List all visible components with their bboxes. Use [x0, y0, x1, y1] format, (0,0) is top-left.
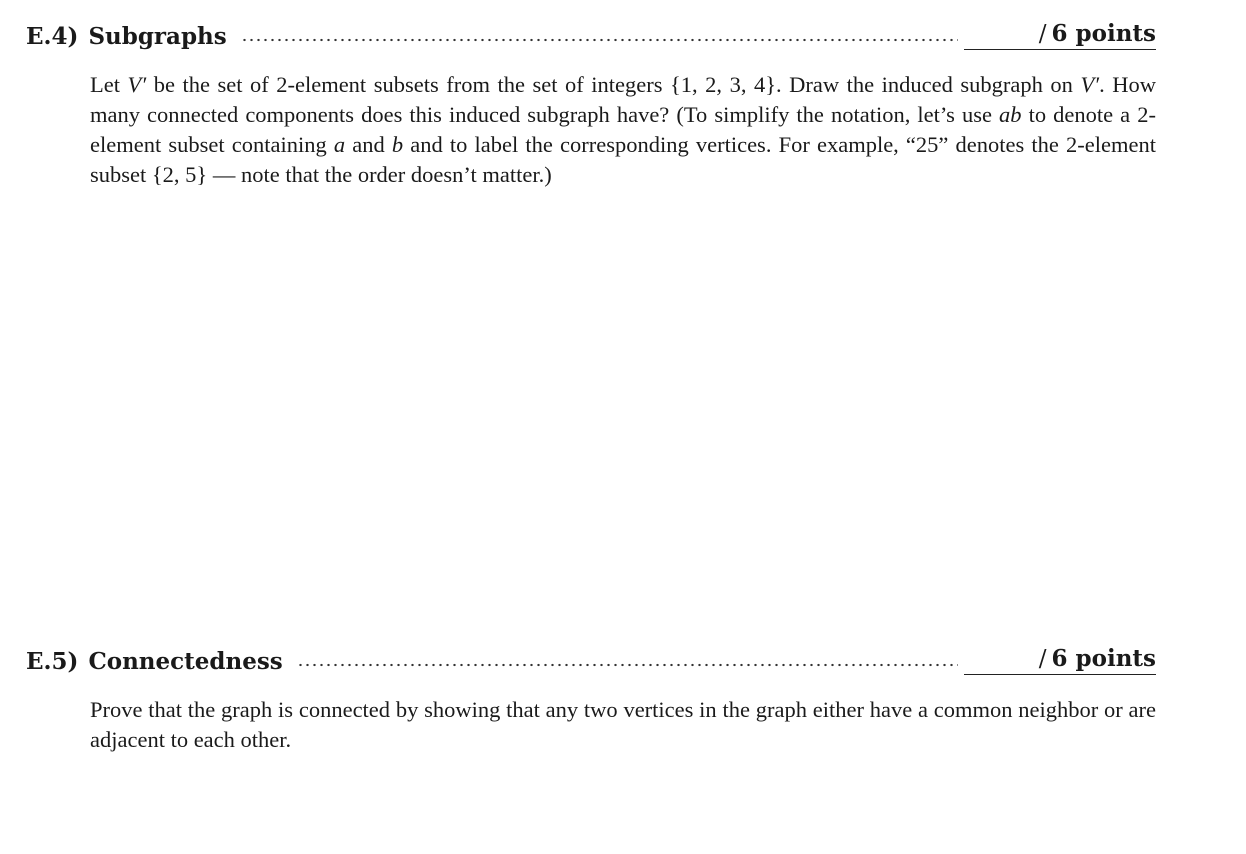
text-run: and to label the corresponding vertices. For example, “25” denotes the 2-element subset {2, 5} — note that the order doesn’t matter.) — [90, 132, 1156, 187]
problem-title: Connectedness — [88, 648, 283, 675]
text-run: to denote a 2-element subset containing — [90, 102, 1156, 157]
math-run: ab — [999, 102, 1022, 127]
problem-text — [90, 70, 1156, 190]
math-run: V′ — [1080, 72, 1100, 97]
text-run: and — [345, 132, 392, 157]
math-run: b — [391, 132, 404, 157]
points-box — [964, 20, 1156, 50]
problem-text — [90, 695, 1156, 755]
math-run: V′ — [127, 72, 147, 97]
problem-header — [26, 18, 1156, 50]
math-run: a — [333, 132, 346, 157]
text-run: Prove that the graph is connected by showing that any two vertices in the graph either have a common neighbor or are adjacent to each other. — [90, 697, 1156, 752]
points-label: 6 points — [1051, 645, 1156, 672]
text-run: Let — [90, 72, 128, 97]
dot-leader — [241, 38, 958, 42]
problem-e4 — [26, 18, 1156, 190]
points-box — [964, 645, 1156, 675]
points-slash: / — [1038, 646, 1047, 672]
points-slash: / — [1038, 21, 1047, 47]
text-run: be the set of 2-element subsets from the set of integers {1, 2, 3, 4}. Draw the induced subgraph on — [146, 72, 1081, 97]
problem-e5 — [26, 643, 1156, 755]
text-run: . How many connected components does this induced subgraph have? (To simplify the notation, let’s use — [90, 72, 1156, 127]
dot-leader — [297, 663, 958, 667]
problem-number: E.4) — [26, 23, 79, 50]
points-label: 6 points — [1051, 20, 1156, 47]
problem-title: Subgraphs — [88, 23, 227, 50]
problem-header — [26, 643, 1156, 675]
problem-number: E.5) — [26, 648, 79, 675]
